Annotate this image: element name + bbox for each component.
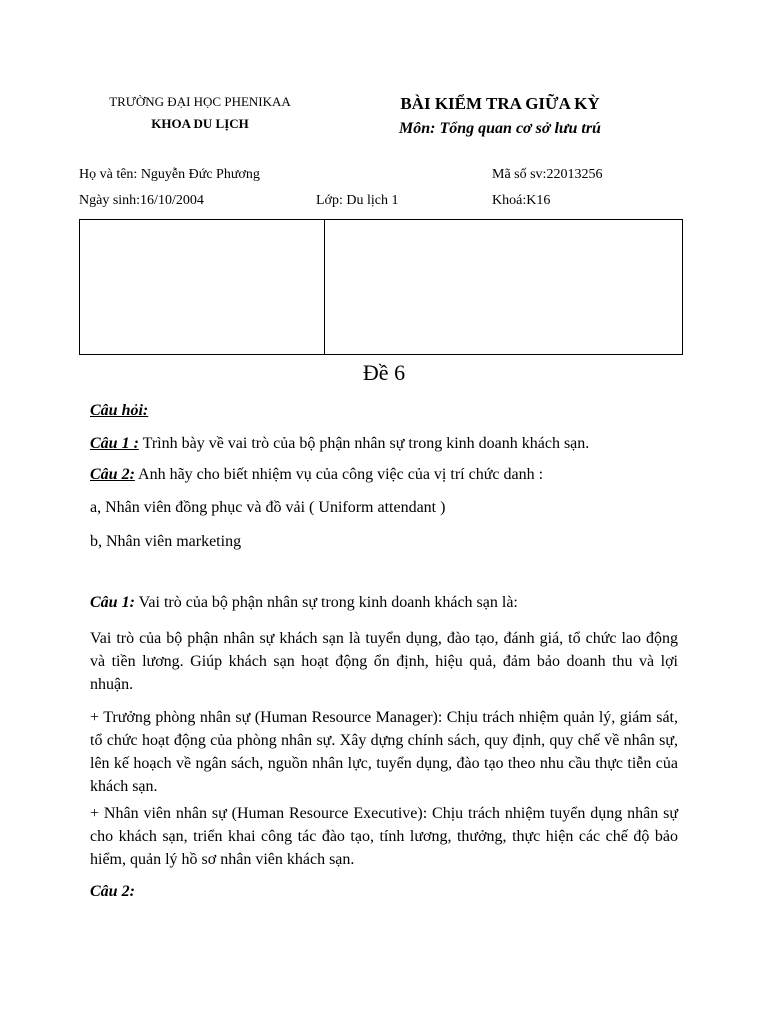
student-dob: Ngày sinh:16/10/2004 bbox=[79, 193, 204, 208]
exam-code: Đề 6 bbox=[362, 360, 406, 385]
answer-1-paragraph-2: + Trưởng phòng nhân sự (Human Resource Manager): Chịu trách nhiệm quản lý, giám sát, tổ chức hoạt động của phòng nhân sự. Xây dựng chính sách, quy định, quy chế về nhân sự, lên kế hoạch về ngân sách, nguồn nhân lực, tuyển dụng, đào tạo theo nhu cầu thực tiễn của khách sạn. bbox=[90, 709, 678, 795]
question-1 bbox=[90, 435, 589, 453]
faculty-name: KHOA DU LỊCH bbox=[151, 116, 249, 131]
question-1-text: Trình bày về vai trò của bộ phận nhân sự trong kinh doanh khách sạn. bbox=[138, 435, 590, 452]
answer-1-intro-text: Vai trò của bộ phận nhân sự trong kinh doanh khách sạn là: bbox=[134, 594, 518, 611]
answer-1-paragraph-3: + Nhân viên nhân sự (Human Resource Executive): Chịu trách nhiệm tuyển dụng nhân sự cho khách sạn, triển khai công tác đào tạo, tính lương, thưởng, thực hiện các chế độ bảo hiểm, quản lý hồ sơ nhân viên khách sạn. bbox=[90, 805, 678, 868]
student-id: Mã số sv:22013256 bbox=[492, 167, 603, 182]
student-name: Họ và tên: Nguyễn Đức Phương bbox=[79, 167, 260, 182]
question-2 bbox=[90, 466, 543, 484]
answer-1-paragraph-1: Vai trò của bộ phận nhân sự khách sạn là tuyển dụng, đào tạo, đánh giá, tổ chức lao động và tiền lương. Giúp khách sạn hoạt động ổn định, hiệu quả, đảm bảo doanh thu và lợi nhuận. bbox=[90, 630, 678, 693]
student-class: Lớp: Du lịch 1 bbox=[316, 193, 399, 208]
question-2b: b, Nhân viên marketing bbox=[90, 533, 242, 550]
exam-title: BÀI KIỂM TRA GIỮA KỲ bbox=[400, 94, 600, 113]
grading-box bbox=[79, 219, 683, 355]
question-1-label: Câu 1 : bbox=[90, 435, 139, 452]
answer-2-label: Câu 2: bbox=[90, 883, 135, 900]
question-2-label: Câu 2: bbox=[90, 466, 135, 483]
answer-1-label: Câu 1: bbox=[90, 594, 135, 611]
university-name: TRƯỜNG ĐẠI HỌC PHENIKAA bbox=[109, 94, 291, 109]
answer-1-intro bbox=[90, 594, 518, 612]
questions-heading: Câu hỏi: bbox=[90, 402, 149, 419]
question-2a: a, Nhân viên đồng phục và đồ vải ( Uniform attendant ) bbox=[90, 499, 446, 516]
subject-title: Môn: Tổng quan cơ sở lưu trú bbox=[399, 120, 601, 137]
student-cohort: Khoá:K16 bbox=[492, 193, 551, 208]
grading-box-divider bbox=[324, 220, 325, 354]
question-2-text: Anh hãy cho biết nhiệm vụ của công việc của vị trí chức danh : bbox=[134, 466, 544, 483]
